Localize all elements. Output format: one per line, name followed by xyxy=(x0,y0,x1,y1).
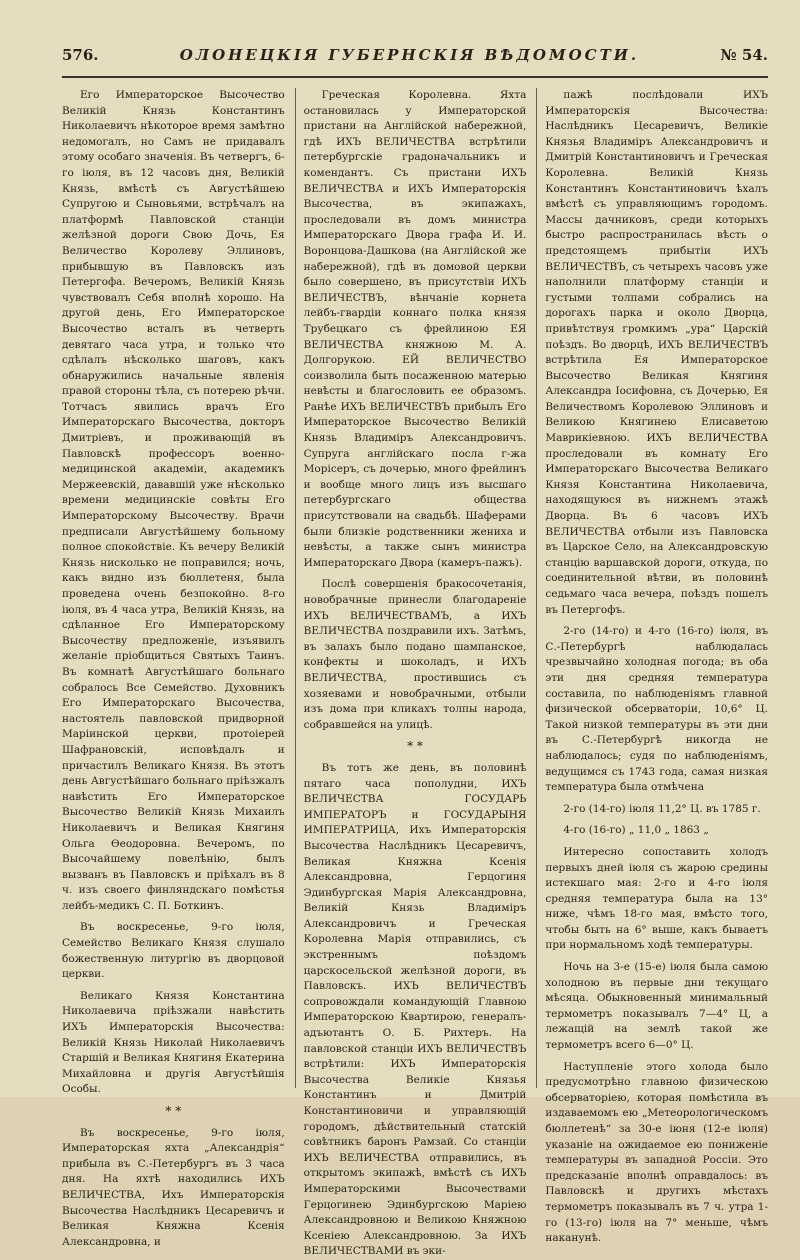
paragraph: Интересно сопоставить холодъ первыхъ дней іюля съ жарою средины истекшаго мая: 2-го и 4-го іюля средняя температура была на 13° ниже, чѣмъ 18-го мая, вмѣсто того, чтобы быть на 6° выше, какъ бываетъ при нормальномъ ходѣ температуры. xyxy=(545,845,769,952)
temperature-record-line: 2-го (14-го) іюля 11,2° Ц. въ 1785 г. xyxy=(563,802,761,815)
paragraph: Послѣ совершенія бракосочетанія, новобрачные принесли благодареніе ИХЪ ВЕЛИЧЕСТВАМЪ, а ИХЪ ВЕЛИЧЕСТВА поздравили ихъ. Затѣмъ, въ залахъ было подано шампанское, конфекты и шоколадъ, и ИХЪ ВЕЛИЧЕСТВА, простившись съ хозяевами и новобрачными, отбыли изъ дома при кликахъ толпы народа, собравшейся на улицѣ. xyxy=(303,578,527,731)
issue-number: № 54. xyxy=(720,46,768,64)
paragraph: Наступленіе этого холода было предусмотрѣно главною физическою обсерваторіею, которая помѣстила въ издаваемомъ ею „Метеорологическомъ бюллетенѣ“ за 30-е іюня (12-е іюля) указаніе на ожидаемое ею пониженіе температуры въ западной Россіи. Это предсказаніе вполнѣ оправдалось: въ Павловскѣ и другихъ мѣстахъ термометръ показывалъ въ 7 ч. утра 1-го (13-го) іюля на 7° меньше, чѣмъ наканунѣ. xyxy=(545,1060,769,1245)
header-rule xyxy=(62,76,768,78)
paragraph: Въ воскресенье, 9-го іюля, Императорская яхта „Александрія“ прибыла въ С.-Петербургъ въ 3 часа дня. На яхтѣ находились ИХЪ ВЕЛИЧЕСТВА, Ихъ Императорскія Высочества Наслѣдникъ Цесаревичъ и Великая Княжна Ксенія Александровна, и xyxy=(62,1126,285,1248)
paragraph: Въ воскресенье, 9-го іюля, Семейство Великаго Князя слушало божественную литургію въ дворцовой церкви. xyxy=(62,921,285,981)
text-columns xyxy=(62,88,769,1258)
paragraph: Его Императорское Высочество Великій Князь Константинъ Николаевичъ нѣкоторое время замѣтно недомогалъ, но Самъ не придавалъ этому особаго значенія. Въ четвергъ, 6-го іюля, въ 12 часовъ дня, Великій Князь, вмѣстѣ съ Августѣйшею Супругою и Сыновьями, встрѣчалъ на платформѣ Павловской станціи желѣзной дороги Свою Дочь, Ея Величество Королеву Эллиновъ, прибывшую въ Павловскъ изъ Петергофа. Вечеромъ, Великій Князь чувствовалъ Себя вполнѣ хорошо. На другой день, Его Императорское Высочество всталъ въ четверть девятаго часа утра, и только что сдѣлалъ нѣсколько шаговъ, какъ обнаружились начальные явленія правой стороны тѣла, съ потерею рѣчи. Тотчасъ явились врачъ Его Императорскаго Высочества, докторъ Дмитріевъ, и проживающій въ Павловскѣ профессоръ военно-медицинской академіи, академикъ Мержеевскій, дававшій уже нѣсколько времени медицинскіе совѣты Его Императорскому Высочеству. Врачи предписали Августѣйшему больному полное спокойствіе. Къ вечеру Великій Князь нисколько не поправился; ночь, какъ видно изъ бюллетеня, была проведена очень безпокойно. 8-го іюля, въ 4 часа утра, Великій Князь, на сдѣланное Его Императорскому Высочеству предложеніе, изъявилъ желаніе пріобщиться Святыхъ Таинъ. Въ комнатѣ Августѣйшаго больнаго собралось Все Семейство. Духовникъ Его Императорскаго Высочества, настоятель павловской придворной Маріинской церкви, протоіерей Шафрановскій, исповѣдалъ и причастилъ Великаго Князя. Въ этотъ день Августѣйшаго больнаго пріѣзжалъ навѣстить Его Императорское Высочество Великій Князь Михаилъ Николаевичъ и Великая Княгиня Ольга Ѳеодоровна. Вечеромъ, по Высочайшему повелѣнію, былъ вызванъ въ Павловскъ и пріѣхалъ въ 8 ч. изъ своего финляндскаго помѣстья лейбъ-медикъ С. П. Боткинъ. xyxy=(62,89,285,912)
page-header xyxy=(62,40,768,70)
page-number: 576. xyxy=(62,46,99,64)
section-divider: * * xyxy=(407,739,423,754)
paragraph: 2-го (14-го) и 4-го (16-го) іюля, въ С.-Петербургѣ наблюдалась чрезвычайно холодная погода; въ оба эти дня средняя температура составила, по наблюденіямъ главной физической обсерваторіи, 10,6° Ц. Такой низкой температуры въ эти дни въ С.-Петербургѣ никогда не наблюдалось; судя по наблюденіямъ, ведущимся съ 1743 года, самая низкая температура была отмѣчена xyxy=(545,625,769,794)
temperature-record-line: 4-го (16-го) „ 11,0 „ 1863 „ xyxy=(563,824,709,837)
paragraph: Въ тотъ же день, въ половинѣ пятаго часа пополудни, ИХЪ ВЕЛИЧЕСТВА ГОСУДАРЬ ИМПЕРАТОРЪ и ГОСУДАРЫНЯ ИМПЕРАТРИЦА, Ихъ Императорскія Высочества Наслѣдникъ Цесаревичъ, Великая Княжна Ксенія Александровна, Герцогиня Эдинбургская Марія Александровна, Великій Князь Владиміръ Александровичъ и Греческая Королевна Марія отправились, съ экстреннымъ поѣздомъ царскосельской желѣзной дороги, въ Павловскъ. ИХЪ ВЕЛИЧЕСТВЪ сопровождали командующій Главною Императорскою Квартирою, генералъ-адъютантъ О. Б. Рихтеръ. На павловской станціи ИХЪ ВЕЛИЧЕСТВЪ встрѣтили: ИХЪ Императорскія Высочества Великіе Князья Константинъ и Дмитрій Константиновичи и управляющій городомъ, дѣйствительный статскій совѣтникъ баронъ Рамзай. Со станціи ИХЪ ВЕЛИЧЕСТВА отправились, въ открытомъ экипажѣ, вмѣстѣ съ ИХЪ Императорскими Высочествами Герцогинею Эдинбургскою Маріею Александровною и Великою Княжною Ксеніею Александровною. За ИХЪ ВЕЛИЧЕСТВАМИ въ эки- xyxy=(303,761,527,1258)
paragraph: Ночь на 3-е (15-е) іюля была самою холодною въ первые дни текущаго мѣсяца. Обыкновенный минимальный термометръ показывалъ 7—4° Ц, а лежащій на землѣ такой же термометръ всего 6—0° Ц. xyxy=(545,961,769,1052)
column-1 xyxy=(62,88,285,1248)
column-3 xyxy=(536,88,769,1245)
paragraph: Великаго Князя Константина Николаевича пріѣзжали навѣстить ИХЪ Императорскія Высочества: Великій Князь Николай Николаевичъ Старшій и Великая Княгиня Екатерина Михайловна и другія Августѣйшія Особы. xyxy=(62,989,285,1096)
paragraph: Греческая Королевна. Яхта остановилась у Императорской пристани на Англійской набережной, гдѣ ИХЪ ВЕЛИЧЕСТВА встрѣтили петербургскіе градоначальникъ и комендантъ. Съ пристани ИХЪ ВЕЛИЧЕСТВА и ИХЪ Императорскія Высочества, въ экипажахъ, проследовали въ домъ министра Императорскаго Двора графа И. И. Воронцова-Дашкова (на Англійской же набережной), гдѣ въ домовой церкви было совершено, въ присутствіи ИХЪ ВЕЛИЧЕСТВЪ, вѣнчаніе корнета лейбъ-гвардіи коннаго полка князя Трубецкаго съ фрейлиною ЕЯ ВЕЛИЧЕСТВА княжною М. А. Долгорукою. ЕЙ ВЕЛИЧЕСТВО соизволила быть посаженною матерью невѣсты и благословить ее образомъ. Ранѣе ИХЪ ВЕЛИЧЕСТВЪ прибылъ Его Императорское Высочество Великій Князь Владиміръ Александровичъ. Супруга англійскаго посла г-жа Морісеръ, съ дочерью, много фрейлинъ и вообще много лицъ изъ высшаго петербургскаго общества присутствовали на свадьбѣ. Шаферами были близкіе родственники жениха и невѣсты, а также сынъ министра Императорскаго Двора (камеръ-пажъ). xyxy=(303,89,527,569)
section-divider: * * xyxy=(165,1104,182,1118)
column-2 xyxy=(295,88,527,1258)
paragraph: пажѣ послѣдовали ИХЪ Императорскія Высочества: Наслѣдникъ Цесаревичъ, Великіе Князья Владиміръ Александровичъ и Дмитрій Константиновичъ и Греческая Королевна. Великій Князь Константинъ Константиновичъ ѣхалъ вмѣстѣ съ управляющимъ городомъ. Массы дачниковъ, среди которыхъ быстро распространилась вѣсть о предстоящемъ прибытіи ИХЪ ВЕЛИЧЕСТВЪ, съ четырехъ часовъ уже наполнили платформу станціи и густыми толпами собрались на дорогахъ парка и около Дворца, привѣтствуя громкимъ „ура“ Царскій поѣздъ. Во дворцѣ, ИХЪ ВЕЛИЧЕСТВЪ встрѣтила Ея Императорское Высочество Великая Княгиня Александра Іосифовна, съ Дочерью, Ея Величествомъ Королевою Эллиновъ и Великою Княгинею Елисаветою Маврикіевною. ИХЪ ВЕЛИЧЕСТВА проследовали въ комнату Его Императорскаго Высочества Великаго Князя Константина Николаевича, находящуюся въ нижнемъ этажѣ Дворца. Въ 6 часовъ ИХЪ ВЕЛИЧЕСТВА отбыли изъ Павловска въ Царское Село, на Александровскую станцію варшавской дороги, откуда, по соединительной вѣтви, въ половинѣ седьмаго часа вечера, поѣздъ пошелъ въ Петергофъ. xyxy=(545,89,769,616)
gazette-title: ОЛОНЕЦКІЯ ГУБЕРНСКІЯ ВѢДОМОСТИ. xyxy=(179,46,640,64)
